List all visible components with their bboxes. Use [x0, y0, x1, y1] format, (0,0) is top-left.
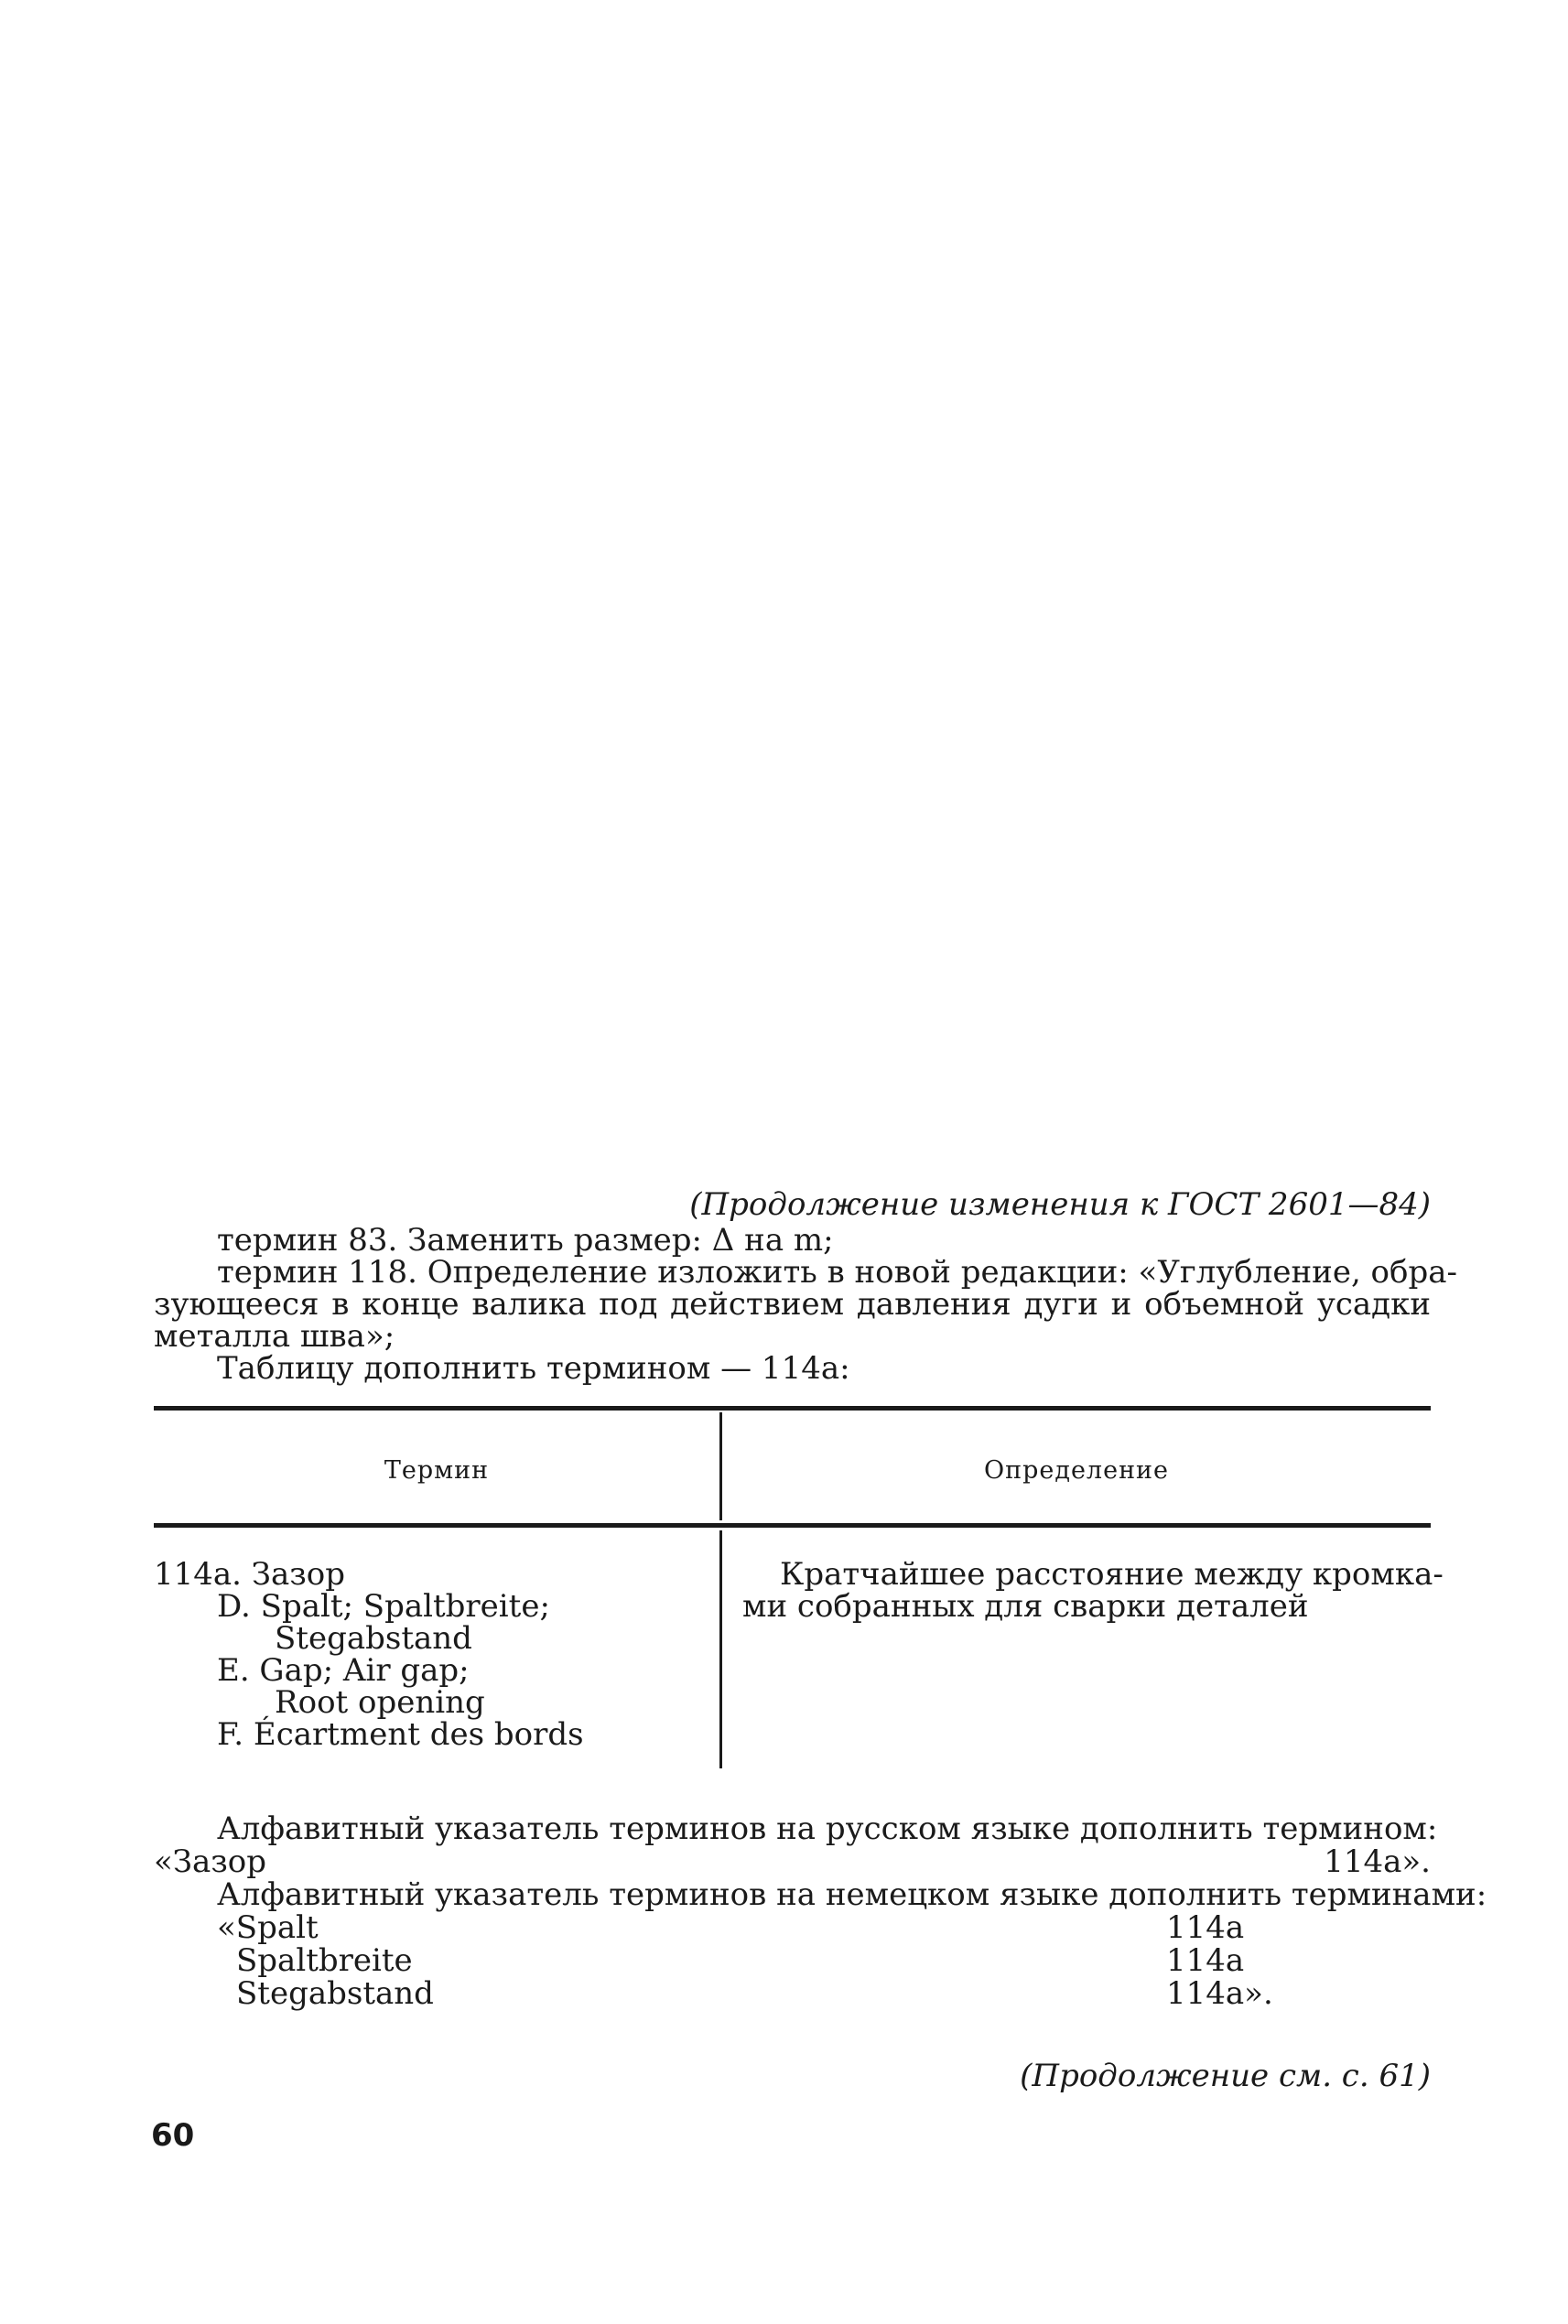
continuation-footer: (Продолжение см. с. 61)	[1020, 2058, 1431, 2094]
index-de-ref: 114а».	[1166, 1975, 1273, 2012]
table-top-rule	[154, 1406, 1431, 1411]
page-number: 60	[151, 2117, 195, 2154]
index-ru-intro: Алфавитный указатель терминов на русском языке дополнить термином:	[217, 1811, 1438, 1847]
paragraph-term-118-line-3: металла шва»;	[154, 1318, 395, 1355]
table-term-fr: F. Écartment des bords	[217, 1716, 584, 1753]
index-ru-term: «Зазор	[154, 1843, 267, 1880]
table-header-definition: Определение	[983, 1456, 1170, 1485]
index-de-term: «Spalt	[217, 1909, 319, 1946]
table-definition-2: ми собранных для сварки деталей	[742, 1588, 1309, 1625]
table-body-divider	[719, 1530, 722, 1768]
paragraph-term-83: термин 83. Заменить размер: Δ на m;	[217, 1222, 834, 1259]
paragraph-table-intro: Таблицу дополнить термином — 114а:	[217, 1350, 850, 1387]
index-de-term: Spaltbreite	[236, 1942, 413, 1979]
index-ru-ref: 114а».	[1324, 1843, 1431, 1880]
paragraph-term-118-line-1: термин 118. Определение изложить в новой редакции: «Углубление, обра-	[217, 1254, 1458, 1291]
continuation-header: (Продолжение изменения к ГОСТ 2601—84)	[689, 1186, 1431, 1223]
index-de-term: Stegabstand	[236, 1975, 434, 2012]
table-term-en-2: Root opening	[275, 1684, 485, 1721]
table-term-ru: 114а. Зазор	[154, 1556, 346, 1593]
table-term-de-2: Stegabstand	[275, 1620, 472, 1657]
table-term-en-1: E. Gap; Air gap;	[217, 1652, 470, 1689]
index-de-ref: 114а	[1166, 1909, 1245, 1946]
index-de-intro: Алфавитный указатель терминов на немецком языке дополнить терминами:	[217, 1876, 1487, 1913]
table-definition-1: Кратчайшее расстояние между кромка-	[780, 1556, 1444, 1593]
table-header-term: Термин	[384, 1456, 490, 1485]
paragraph-term-118-line-2: зующееся в конце валика под действием давления дуги и объемной усадки	[154, 1286, 1431, 1323]
table-header-rule	[154, 1523, 1431, 1528]
index-de-ref: 114а	[1166, 1942, 1245, 1979]
table-term-de-1: D. Spalt; Spaltbreite;	[217, 1588, 550, 1625]
